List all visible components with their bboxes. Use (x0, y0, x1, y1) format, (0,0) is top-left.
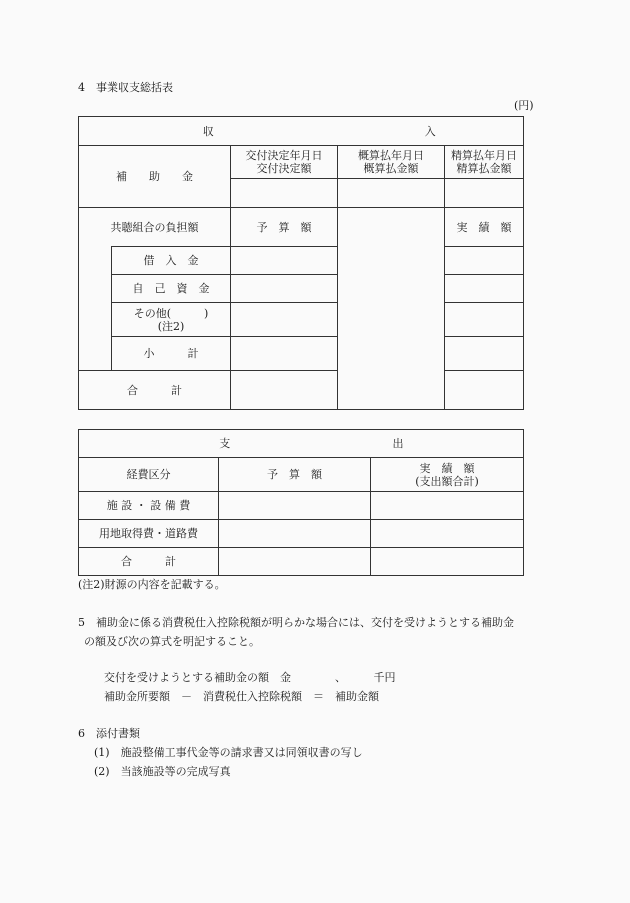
formula-1: 交付を受けようとする補助金の額 金 、 千円 (104, 671, 396, 684)
cell-borrowing-actual[interactable] (445, 247, 524, 275)
cell-land-budget[interactable] (219, 520, 371, 548)
section-5-line2: の額及び次の算式を明記すること。 (84, 635, 260, 648)
col-actual-line2: (支出額合計) (415, 474, 479, 488)
col-advance-line1: 概算払年月日 (358, 149, 425, 162)
col-settle-line1: 精算払年月日 (451, 149, 518, 162)
income-table (78, 116, 524, 410)
col-decision (231, 146, 338, 179)
unit-label: (円) (514, 99, 534, 112)
cell-subtotal-budget[interactable] (231, 337, 338, 371)
cell-decision[interactable] (231, 179, 338, 208)
row-expense-total: 合 計 (79, 548, 219, 576)
row-other-note: (注2) (157, 319, 185, 333)
burden-label: 共聴組合の負担額 (79, 208, 231, 247)
col-advance (338, 146, 445, 179)
section-6-title: 6 添付書類 (78, 727, 140, 740)
cell-other-budget[interactable] (231, 303, 338, 337)
row-subtotal: 小 計 (112, 337, 231, 371)
attachment-2: (2) 当該施設等の完成写真 (94, 765, 231, 778)
indent-cell (79, 247, 112, 371)
cell-land-actual[interactable] (371, 520, 524, 548)
cell-total-budget[interactable] (231, 371, 338, 410)
col-settle (445, 146, 524, 179)
col-settle-line2: 精算払金額 (456, 162, 512, 175)
cell-advance[interactable] (338, 179, 445, 208)
budget-label: 予 算 額 (231, 208, 338, 247)
row-other (112, 303, 231, 337)
row-other-label: その他( ) (133, 306, 209, 320)
expense-table (78, 429, 524, 576)
blank-merged-cell (338, 208, 445, 410)
cell-facility-budget[interactable] (219, 492, 371, 520)
cell-borrowing-budget[interactable] (231, 247, 338, 275)
cell-facility-actual[interactable] (371, 492, 524, 520)
income-total: 合 計 (79, 371, 231, 410)
attachment-1: (1) 施設整備工事代金等の請求書又は同領収書の写し (94, 746, 363, 759)
expense-header-left: 支 (79, 430, 371, 458)
section-5-line1: 5 補助金に係る消費税仕入控除税額が明らかな場合には、交付を受けようとする補助金 (78, 616, 514, 629)
cell-expense-total-budget[interactable] (219, 548, 371, 576)
expense-header-right: 出 (371, 430, 524, 458)
col-advance-line2: 概算払金額 (363, 162, 419, 175)
income-header-left: 収 (79, 117, 338, 146)
row-facility: 施 設 ・ 設 備 費 (79, 492, 219, 520)
row-own-funds: 自 己 資 金 (112, 275, 231, 303)
cell-other-actual[interactable] (445, 303, 524, 337)
col-category: 経費区分 (79, 458, 219, 492)
cell-settle[interactable] (445, 179, 524, 208)
cell-own-funds-actual[interactable] (445, 275, 524, 303)
note-2: (注2)財源の内容を記載する。 (78, 578, 226, 591)
col-actual-line1: 実 績 額 (419, 461, 475, 475)
cell-own-funds-budget[interactable] (231, 275, 338, 303)
section-4-title: 4 事業収支総括表 (78, 81, 173, 94)
formula-2: 補助金所要額 － 消費税仕入控除税額 ＝ 補助金額 (104, 690, 379, 703)
col-budget: 予 算 額 (219, 458, 371, 492)
subsidy-label: 補 助 金 (79, 146, 231, 208)
cell-total-actual[interactable] (445, 371, 524, 410)
row-land: 用地取得費・道路費 (79, 520, 219, 548)
cell-subtotal-actual[interactable] (445, 337, 524, 371)
row-borrowing: 借 入 金 (112, 247, 231, 275)
income-header-right: 入 (338, 117, 524, 146)
col-decision-line1: 交付決定年月日 (245, 149, 323, 162)
actual-label: 実 績 額 (445, 208, 524, 247)
col-actual (371, 458, 524, 492)
col-decision-line2: 交付決定額 (256, 162, 312, 175)
cell-expense-total-actual[interactable] (371, 548, 524, 576)
